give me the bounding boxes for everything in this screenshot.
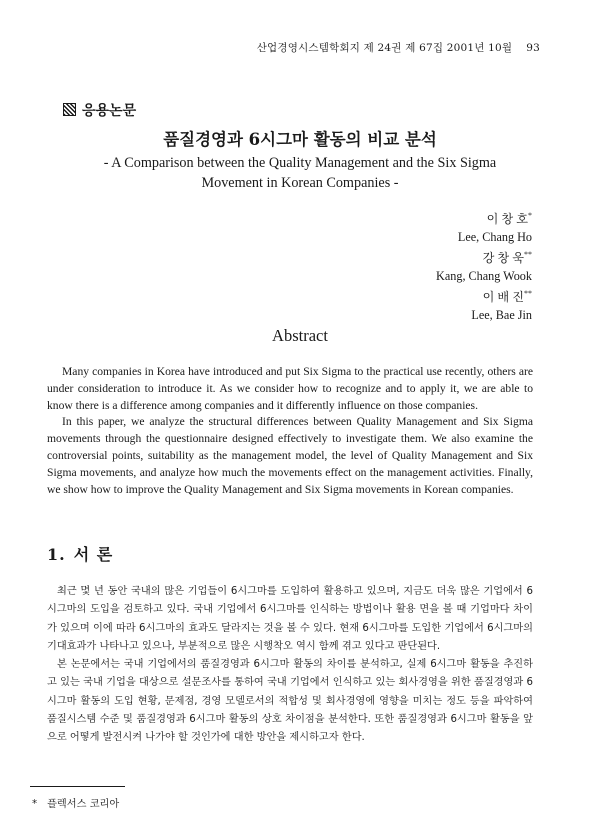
author-1-korean: 이 창 호* — [486, 211, 532, 227]
footnote-mark: * — [32, 799, 38, 810]
author-3-english: Lee, Bae Jin — [471, 307, 532, 322]
author-3-mark: ** — [524, 289, 532, 299]
hatched-square-icon — [63, 103, 76, 116]
section-title: 서 론 — [73, 545, 114, 564]
author-2-english: Kang, Chang Wook — [436, 268, 532, 283]
section-number: 1. — [47, 545, 66, 564]
title-english-line2: Movement in Korean Companies - — [201, 175, 399, 191]
abstract-heading: Abstract — [272, 326, 328, 345]
abstract-body — [47, 364, 533, 498]
author-3-korean: 이 배 진** — [482, 289, 532, 305]
running-head — [257, 40, 540, 55]
section-body — [47, 583, 533, 748]
journal-info: 산업경영시스템학회지 제 24권 제 67집 2001년 10월 — [256, 42, 513, 54]
author-2-korean: 강 창 욱** — [482, 250, 532, 266]
footnote-divider — [30, 786, 125, 787]
section-label — [63, 100, 136, 120]
title-english — [40, 153, 560, 193]
body-paragraph-2: 본 논문에서는 국내 기업에서의 품질경영과 6시그마 활동의 차이를 분석하고, 실제 6시그마 활동을 추진하고 있는 국내 기업을 대상으로 설문조사를 통하여 국내 기업에서 인식하고 있는 회사경영을 위한 품질경영과 6시그마 활동의 도입 현황, 문제점, 경영 모델로서의 적합성 및 회사경영에 영향을 미치는 정도 등을 파악하여 품질시스템 수준 및 품질경영과 6시그마 활동의 상호 차이점을 분석한다. 또한 품질경영과 6시그마 활동을 앞으로 어떻게 발전시켜 나가야 할 것인가에 대한 방안을 제시하고자 한다. — [47, 659, 533, 744]
abstract-paragraph-2: In this paper, we analyze the structural differences between Quality Management and Six Sigma movements through the questionnaire designed effectively to investigate them. We also examine the controversial points, suitability as the management model, the level of Quality Management and Six Sigma movements, and analyze how much the movements effect on the management activities. Finally, we show how to improve the Quality Management and Six Sigma movements in Korean companies. — [47, 415, 533, 496]
section-label-text: 응용논문 — [82, 103, 137, 119]
author-1-mark: * — [528, 211, 532, 220]
page-number: 93 — [526, 42, 540, 54]
footnote-text: 플렉서스 코리아 — [47, 799, 120, 810]
footnote — [32, 795, 119, 810]
abstract-paragraph-1: Many companies in Korea have introduced and put Six Sigma to the practical use recently, others are under consideration to introduce it. As we consider how to recognize and to apply it, we are able to know there is a difference among companies and it differently influence on those companies. — [47, 365, 533, 412]
author-1-english: Lee, Chang Ho — [457, 229, 532, 244]
title-korean: 품질경영과 6시그마 활동의 비교 분석 — [163, 130, 437, 149]
author-block — [436, 207, 532, 324]
title-english-line1: - A Comparison between the Quality Management and the Six Sigma — [103, 155, 497, 171]
section-heading — [47, 542, 113, 565]
body-paragraph-1: 최근 몇 년 동안 국내의 많은 기업들이 6시그마를 도입하여 활용하고 있으며, 지금도 더욱 많은 기업에서 6시그마의 도입을 검토하고 있다. 국내 기업에서 6시그마를 인식하는 방법이나 활용 면을 볼 때 기업마다 차이가 있으며 이에 따라 6시그마의 효과도 달라지는 것을 볼 수 있다. 현재 6시그마를 도입한 기업에서 6시그마의 기대효과가 나타나고 있으나, 부분적으로 많은 시행착오 역시 함께 겪고 있다고 판단된다. — [47, 586, 533, 652]
author-2-mark: ** — [524, 250, 532, 260]
